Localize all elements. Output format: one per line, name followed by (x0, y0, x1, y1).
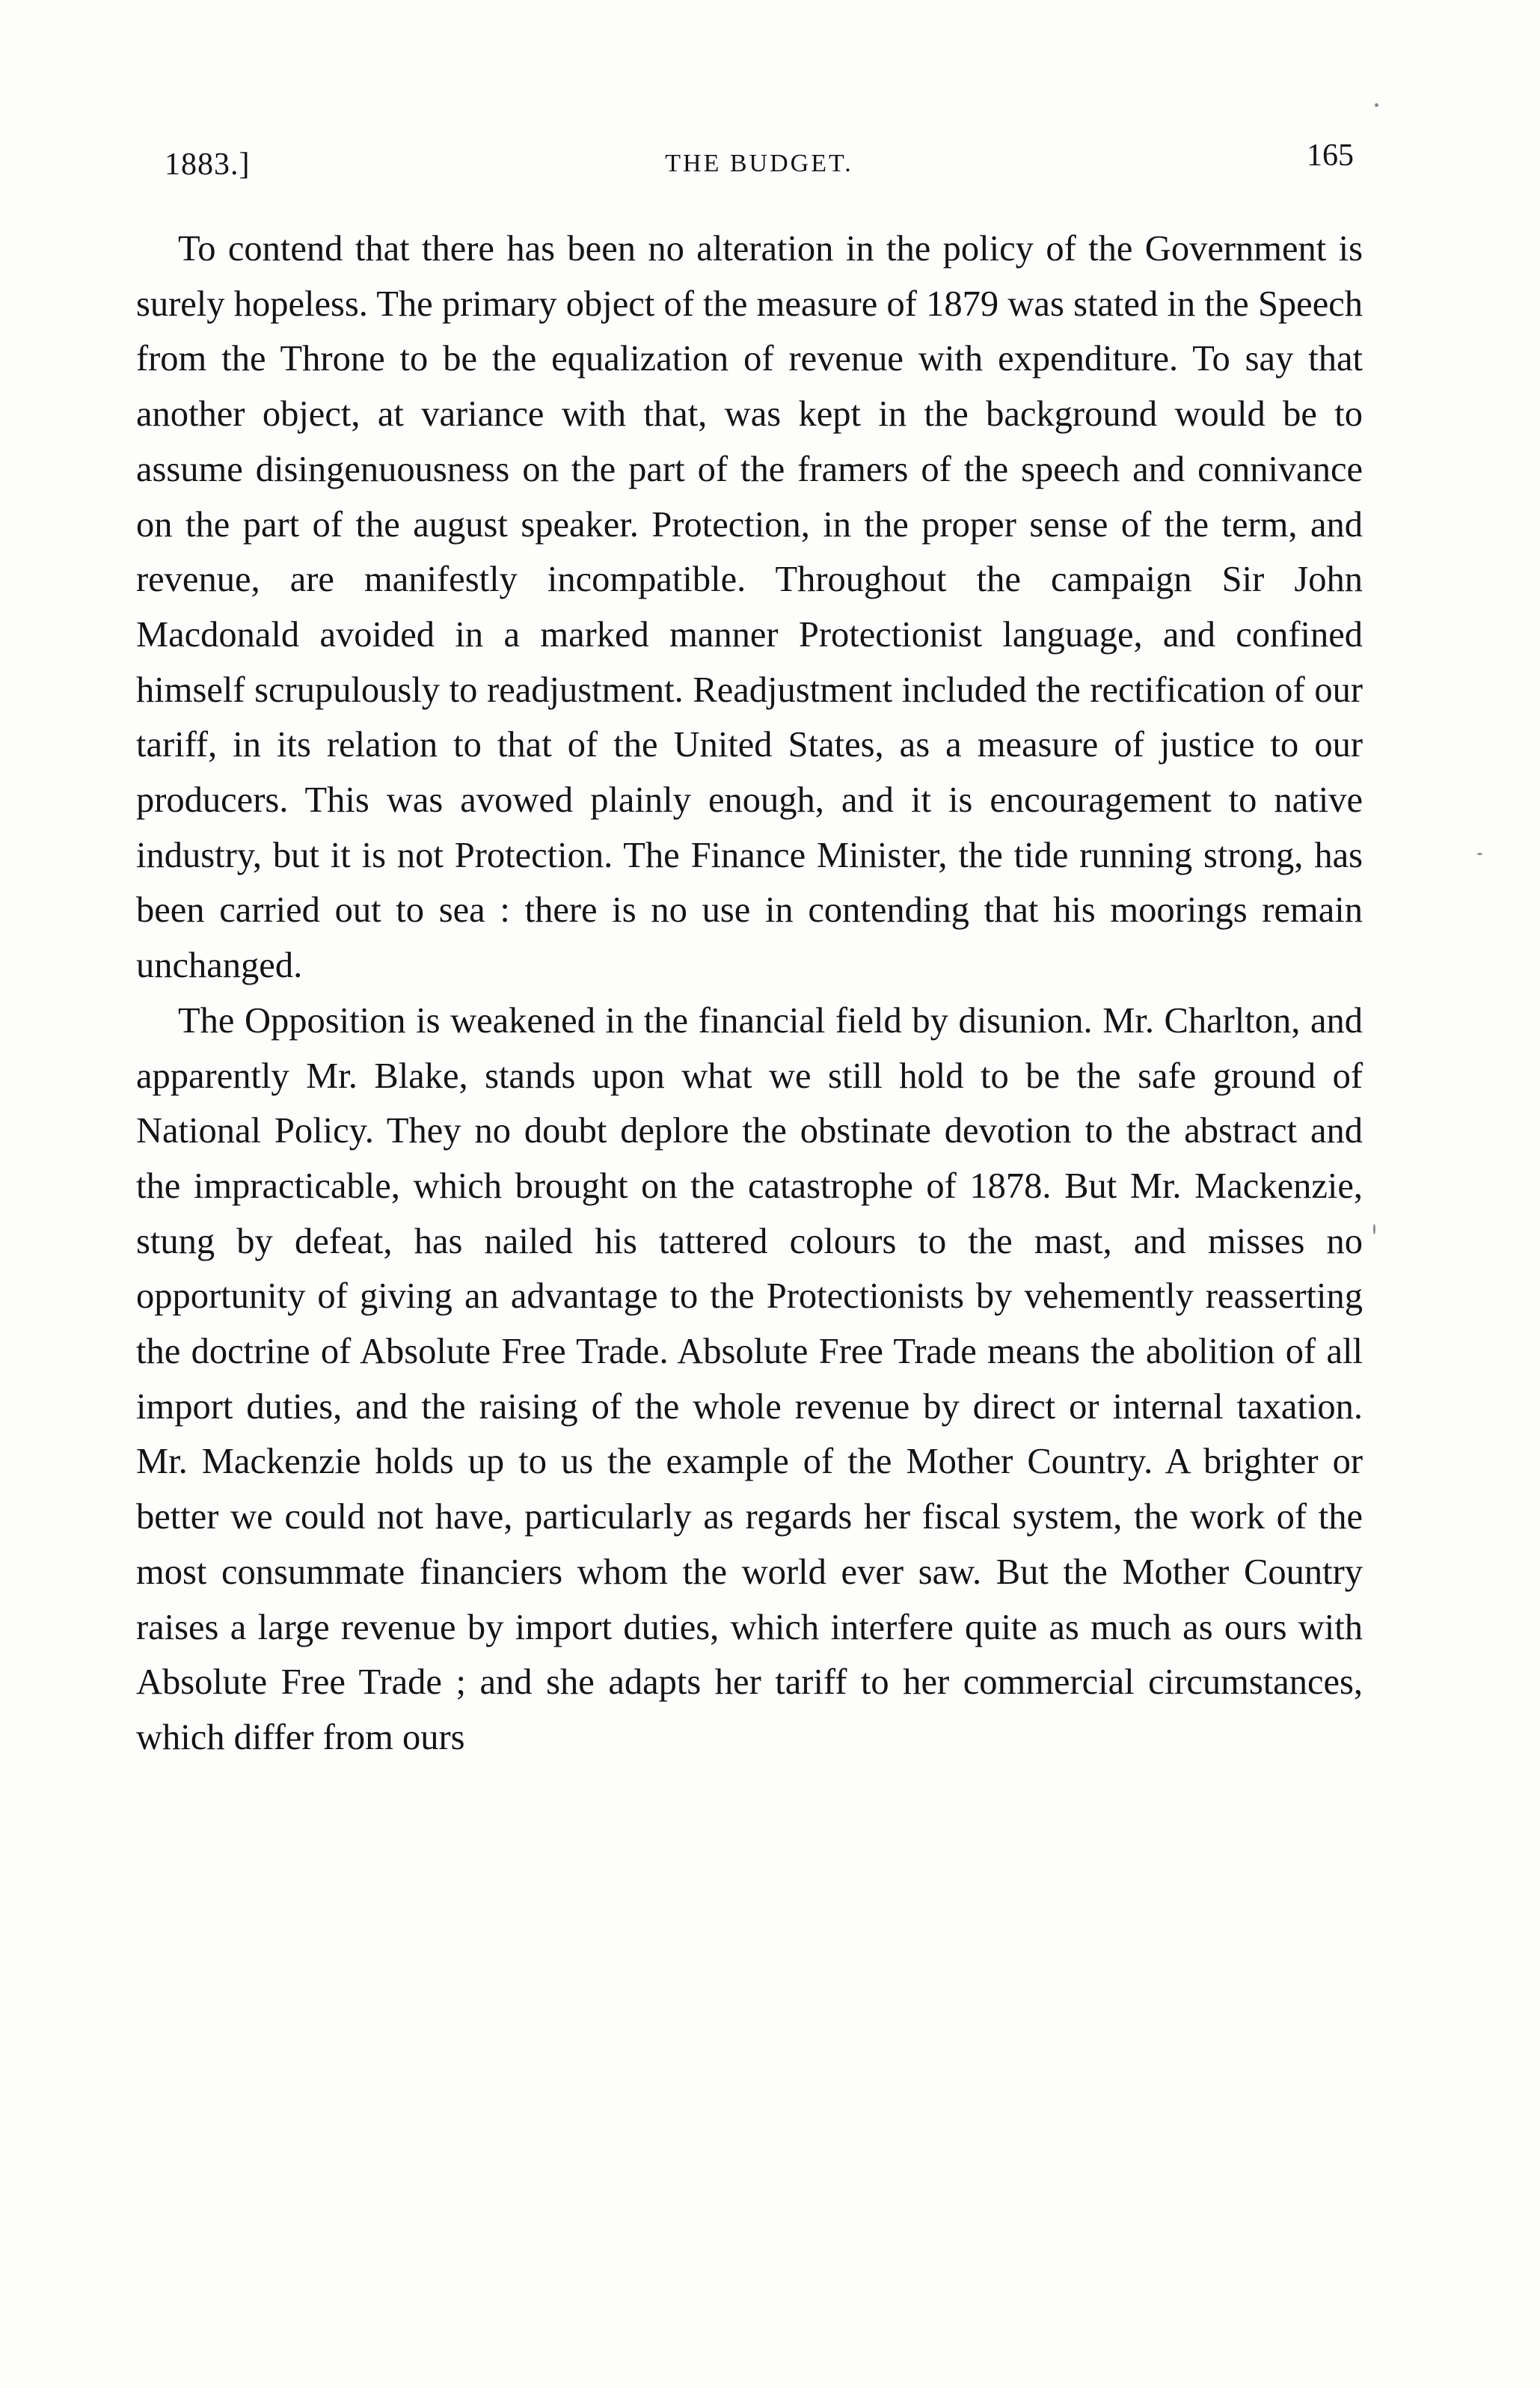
print-speck (1373, 1224, 1375, 1234)
body-text (136, 221, 1363, 1766)
paragraph-1: To contend that there has been no alteration in the policy of the Government is surely hopeless. The primary object of the measure of 1879 was stated in the Speech from the Throne to be the equalization of revenue with expenditure. To say that another object, at variance with that, was kept in the background would be to assume disingenuousness on the part of the framers of the speech and connivance on the part of the august speaker. Protection, in the proper sense of the term, and revenue, are manifestly incompatible. Throughout the campaign Sir John Macdonald avoided in a marked manner Protectionist language, and confined himself scrupulously to readjustment. Readjustment included the rectification of our tariff, in its relation to that of the United States, as a measure of justice to our producers. This was avowed plainly enough, and it is encouragement to native industry, but it is not Protection. The Finance Minister, the tide running strong, has been carried out to sea : there is no use in contending that his moorings remain unchanged. (136, 229, 1363, 986)
running-head-date: 1883.] (165, 147, 251, 182)
page-number: 165 (1307, 138, 1354, 173)
print-speck (1477, 853, 1482, 855)
running-head (165, 138, 1354, 192)
print-speck (1375, 103, 1378, 107)
paragraph-2: The Opposition is weakened in the financial field by disunion. Mr. Charlton, and apparently Mr. Blake, stands upon what we still hold to be the safe ground of National Policy. They no doubt deplore the obstinate devotion to the abstract and the impracticable, which brought on the catastrophe of 1878. But Mr. Mackenzie, stung by defeat, has nailed his tattered colours to the mast, and misses no opportunity of giving an advantage to the Protectionists by vehemently reasserting the doctrine of Absolute Free Trade. Absolute Free Trade means the abolition of all import duties, and the raising of the whole revenue by direct or internal taxation. Mr. Mackenzie holds up to us the example of the Mother Country. A brighter or better we could not have, particularly as regards her fiscal system, the work of the most consummate financiers whom the world ever saw. But the Mother Country raises a large revenue by import duties, which interfere quite as much as ours with Absolute Free Trade ; and she adapts her tariff to her commercial circumstances, which differ from ours (136, 1000, 1363, 1757)
running-head-title: THE BUDGET. (665, 150, 853, 177)
